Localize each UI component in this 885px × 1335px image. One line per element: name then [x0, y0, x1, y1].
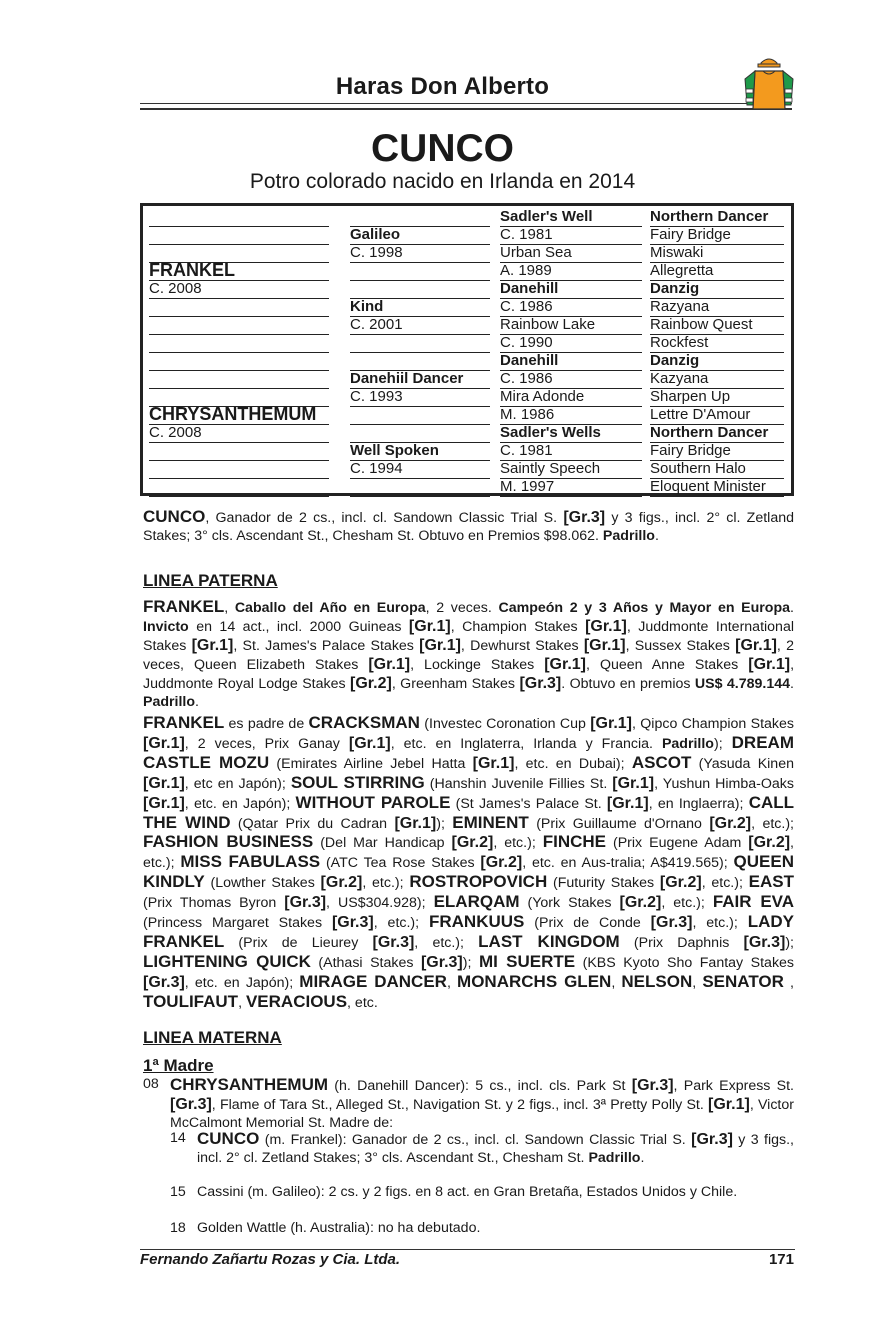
pedigree-blank-cell — [350, 478, 490, 497]
pedigree-great-grandparent-detail: M. 1997 — [500, 478, 642, 497]
grade-badge: [Gr.1] — [583, 636, 626, 654]
body-text: , etc en Japón); — [184, 775, 291, 792]
horse-name-highlight: ELARQAM — [433, 892, 520, 912]
horse-name-highlight: MI SUERTE — [478, 951, 576, 971]
grade-badge: [Gr.1] — [191, 636, 234, 654]
jockey-silks-icon — [741, 53, 797, 111]
pedigree-ancestor: Rockfest — [650, 334, 784, 353]
horse-name-highlight: CRACKSMAN — [308, 713, 420, 732]
body-text: (Del Mar Handicap — [313, 835, 452, 852]
body-text: (m. Frankel): Ganador de 2 cs., incl. cl. Sandown Classic Trial S. — [259, 1132, 692, 1148]
body-text: (Qatar Prix du Cadran — [230, 815, 395, 832]
body-text: , Greenham Stakes — [391, 675, 520, 692]
body-text: es padre de — [224, 716, 309, 732]
body-text: , — [238, 994, 246, 1011]
horse-name-highlight: FRANKEL — [143, 597, 225, 616]
pedigree-blank-cell — [350, 334, 490, 353]
grade-badge: [Gr.2] — [659, 874, 702, 892]
grade-badge: [Gr.3] — [743, 933, 786, 951]
pedigree-great-grandparent-detail: A. 1989 — [500, 262, 642, 281]
grade-badge: [Gr.3] — [372, 933, 415, 951]
grade-badge: [Gr.1] — [748, 655, 791, 673]
horse-name-highlight: WITHOUT PAROLE — [295, 792, 451, 812]
grade-badge: [Gr.1] — [348, 734, 391, 752]
horse-name-highlight: LIGHTENING QUICK — [143, 951, 311, 971]
pedigree-blank-cell — [350, 280, 490, 299]
body-text: (Prix de Conde — [524, 915, 651, 932]
body-text: , etc. en Japón); — [184, 974, 300, 991]
horse-name-highlight: FRANKUUS — [428, 912, 525, 932]
pedigree-blank-cell — [149, 226, 329, 245]
grade-badge: [Gr.1] — [544, 655, 587, 673]
body-text: . — [640, 1149, 645, 1166]
body-text: , etc. en Dubai); — [514, 755, 632, 772]
body-text: , Yushun Himba-Oaks — [654, 775, 794, 792]
grade-badge: [Gr.3] — [519, 674, 562, 692]
body-text: , Flame of Tara St., Alleged St., Navigation St. y 2 figs., incl. 3ª Pretty Polly St. — [211, 1096, 709, 1113]
pedigree-grandparent-detail: C. 1994 — [350, 460, 490, 479]
pedigree-blank-cell — [350, 424, 490, 443]
pedigree-great-grandparent-detail: C. 1986 — [500, 370, 642, 389]
body-text: ); — [436, 815, 453, 832]
pedigree-table — [140, 203, 794, 496]
horse-name-highlight: DREAM CASTLE MOZU — [143, 732, 794, 772]
footer-rule — [140, 1249, 795, 1250]
section-linea-materna: LINEA MATERNA — [143, 1028, 282, 1047]
grade-badge: [Gr.3] — [563, 509, 606, 526]
pedigree-ancestor: Fairy Bridge — [650, 226, 784, 245]
horse-name-highlight: MONARCHS GLEN — [457, 971, 612, 991]
pedigree-ancestor: Northern Dancer — [650, 424, 784, 443]
grade-badge: [Gr.1] — [419, 636, 461, 654]
body-text: , — [692, 974, 703, 991]
horse-name-highlight: CALL THE WIND — [143, 792, 795, 832]
pedigree-blank-cell — [149, 316, 329, 335]
grade-badge: [Gr.2] — [350, 674, 392, 692]
grade-badge: [Gr.1] — [708, 1095, 750, 1113]
body-text: , en Inglaerra); — [648, 795, 749, 812]
pedigree-grandparent-detail: C. 1993 — [350, 388, 490, 407]
body-text: (Emirates Airline Jebel Hatta — [269, 755, 473, 772]
body-text: , Juddmonte Royal Lodge Stakes — [143, 656, 795, 692]
grade-badge: [Gr.1] — [143, 794, 185, 812]
body-text: (Investec Coronation Cup — [419, 716, 591, 732]
pedigree-ancestor: Danzig — [650, 280, 784, 299]
body-text: . — [790, 675, 794, 692]
grade-badge: [Gr.2] — [480, 854, 523, 872]
body-text: , Sussex Stakes — [625, 637, 736, 654]
body-text: , etc. en Japón); — [184, 795, 296, 812]
produce-year: 18 — [170, 1220, 186, 1236]
body-text: , Dewhurst Stakes — [460, 637, 584, 654]
pedigree-ancestor: Sharpen Up — [650, 388, 784, 407]
horse-subtitle: Potro colorado nacido en Irlanda en 2014 — [249, 170, 636, 193]
pedigree-great-grandparent: Danehill — [500, 352, 642, 371]
body-text: , etc.); — [751, 815, 794, 832]
pedigree-blank-cell — [149, 352, 329, 371]
body-text: , St. James's Palace Stakes — [233, 637, 420, 654]
horse-name-highlight: VERACIOUS — [245, 991, 348, 1011]
section-linea-paterna: LINEA PATERNA — [143, 571, 278, 590]
horse-name-highlight: MISS FABULASS — [180, 852, 321, 872]
pedigree-ancestor: Northern Dancer — [650, 208, 784, 227]
body-text: , — [783, 974, 794, 991]
grade-badge: [Gr.1] — [394, 814, 437, 832]
body-text: , etc.); — [493, 835, 543, 852]
grade-badge: [Gr.3] — [143, 973, 185, 991]
body-text: (ATC Tea Rose Stakes — [320, 855, 481, 872]
summary-text: , Ganador de 2 cs., incl. cl. Sandown Classic Trial S. — [205, 510, 564, 526]
body-text: (Athasi Stakes — [310, 954, 421, 971]
horse-name-highlight: MIRAGE DANCER — [299, 971, 447, 991]
header-rule — [140, 103, 792, 104]
grade-badge: [Gr.1] — [143, 774, 185, 792]
grade-badge: [Gr.3] — [170, 1095, 212, 1113]
grade-badge: [Gr.1] — [590, 715, 633, 732]
pedigree-great-grandparent-detail: C. 1981 — [500, 442, 642, 461]
pedigree-great-grandparent-detail: C. 1990 — [500, 334, 642, 353]
pedigree-great-grandparent: Sadler's Wells — [500, 424, 642, 443]
body-text: (Prix Thomas Byron — [143, 895, 285, 912]
pedigree-blank-cell — [149, 478, 329, 497]
body-text: , etc. en Inglaterra, Irlanda y Francia. — [390, 735, 662, 752]
body-text: (Princess Margaret Stakes — [143, 915, 332, 932]
body-text: . Obtuvo en premios — [561, 675, 695, 692]
summary-padrillo: Padrillo — [602, 527, 655, 544]
body-text: (Lowther Stakes — [204, 875, 321, 892]
pedigree-ancestor: Lettre D'Amour — [650, 406, 784, 425]
bold-text: Padrillo — [588, 1149, 641, 1166]
horse-name-highlight: FRANKEL — [143, 713, 225, 732]
pedigree-ancestor: Kazyana — [650, 370, 784, 389]
body-text: , etc.); — [661, 895, 713, 912]
body-text: , 2 veces, Prix Ganay — [184, 735, 349, 752]
body-text: , 2 veces. — [425, 600, 499, 616]
grade-badge: [Gr.2] — [709, 814, 752, 832]
body-text: (Yasuda Kinen — [691, 755, 794, 772]
pedigree-great-grandparent: Urban Sea — [500, 244, 642, 263]
horse-name-highlight: SOUL STIRRING — [290, 772, 425, 792]
pedigree-ancestor: Eloquent Minister — [650, 478, 784, 497]
bold-text: Padrillo — [661, 735, 714, 752]
grade-badge: [Gr.1] — [368, 655, 411, 673]
pedigree-ancestor: Danzig — [650, 352, 784, 371]
grade-badge: [Gr.2] — [451, 834, 494, 852]
grade-badge: [Gr.3] — [691, 1131, 733, 1148]
body-text: , etc.); — [143, 835, 794, 872]
section-primera-madre: 1ª Madre — [143, 1056, 214, 1075]
summary-text: y 3 figs., incl. 2° cl. Zetland Stakes; 3° cls. Ascendant St., Chesham St. Obtuvo en Premios $98.062. — [143, 510, 795, 544]
body-text: , Queen Anne Stakes — [586, 656, 749, 673]
pedigree-ancestor: Miswaki — [650, 244, 784, 263]
pedigree-blank-cell — [149, 442, 329, 461]
grade-badge: [Gr.3] — [284, 894, 327, 912]
body-text: (York Stakes — [519, 895, 620, 912]
pedigree-great-grandparent: Sadler's Well — [500, 208, 642, 227]
pedigree-blank-cell — [149, 298, 329, 317]
pedigree-grandparent-detail: C. 1998 — [350, 244, 490, 263]
grade-badge: [Gr.3] — [650, 914, 693, 932]
grade-badge: [Gr.3] — [331, 914, 374, 932]
bold-text: Padrillo — [143, 693, 196, 710]
horse-name-highlight: FINCHE — [542, 832, 607, 852]
pedigree-great-grandparent: Mira Adonde — [500, 388, 642, 407]
body-text: , etc.); — [701, 875, 749, 892]
pedigree-grandparent: Kind — [350, 298, 490, 317]
body-text: (Prix Daphnis — [619, 934, 744, 951]
body-text: , etc. en Aus-tralia; A$419.565); — [522, 855, 734, 872]
bold-text: Caballo del Año en Europa — [234, 600, 426, 616]
body-text: , — [611, 974, 622, 991]
grade-badge: [Gr.1] — [585, 617, 627, 635]
produce-item — [197, 1130, 794, 1168]
pedigree-dam-detail: C. 2008 — [149, 424, 329, 443]
grade-badge: [Gr.1] — [408, 617, 451, 635]
pedigree-sire: FRANKEL — [149, 262, 329, 281]
horse-name-highlight: EAST — [748, 872, 795, 892]
horse-name-highlight: LAST KINGDOM — [478, 931, 620, 951]
bold-text: Campeón 2 y 3 Años y Mayor en Europa — [498, 600, 791, 616]
horse-name-highlight: TOULIFAUT — [143, 991, 239, 1011]
body-text: Golden Wattle (h. Australia): no ha debutado. — [197, 1220, 481, 1236]
header-title: Haras Don Alberto — [335, 73, 550, 100]
pedigree-blank-cell — [149, 460, 329, 479]
body-text: . — [195, 693, 199, 710]
grade-badge: [Gr.3] — [631, 1077, 674, 1094]
body-text: (KBS Kyoto Sho Fantay Stakes — [575, 954, 795, 971]
body-text: , Juddmonte International Stakes — [143, 618, 794, 654]
body-text: (Prix Guillaume d'Ornano — [528, 815, 710, 832]
body-text: (Prix Eugene Adam — [606, 835, 749, 852]
horse-name-highlight: CUNCO — [197, 1129, 260, 1148]
pedigree-great-grandparent: Danehill — [500, 280, 642, 299]
pedigree-blank-cell — [149, 388, 329, 407]
body-text: , etc.); — [414, 934, 479, 951]
pedigree-sire-detail: C. 2008 — [149, 280, 329, 299]
body-text: Cassini (m. Galileo): 2 cs. y 2 figs. en 8 act. en Gran Bretaña, Estados Unidos y Chile. — [197, 1184, 738, 1200]
pedigree-blank-cell — [149, 244, 329, 263]
pedigree-ancestor: Razyana — [650, 298, 784, 317]
horse-name-highlight: CHRYSANTHEMUM — [170, 1075, 329, 1094]
body-text: ); — [785, 934, 794, 951]
body-text: , etc. — [347, 994, 378, 1011]
grade-badge: [Gr.1] — [472, 754, 515, 772]
pedigree-grandparent: Danehiil Dancer — [350, 370, 490, 389]
horse-name-highlight: ROSTROPOVICH — [409, 872, 548, 892]
horse-name-highlight: QUEEN KINDLY — [143, 852, 794, 892]
horse-name: CUNCO — [371, 127, 514, 170]
body-text: , etc.); — [362, 875, 410, 892]
horse-name-highlight: ASCOT — [631, 752, 692, 772]
body-text: , Victor McCalmont Memorial St. Madre de: — [170, 1096, 794, 1131]
bold-text: Invicto — [143, 618, 189, 635]
produce-item — [197, 1220, 794, 1238]
pedigree-blank-cell — [149, 208, 329, 227]
body-text: (h. Danehill Dancer): 5 cs., incl. cls. Park St — [328, 1078, 632, 1094]
pedigree-dam: CHRYSANTHEMUM — [149, 406, 329, 425]
horse-name-highlight: SENATOR — [702, 971, 784, 991]
grade-badge: [Gr.3] — [420, 953, 463, 971]
summary-paragraph — [143, 508, 794, 546]
pedigree-blank-cell — [350, 352, 490, 371]
header-rule — [140, 108, 792, 110]
body-text: , — [224, 600, 235, 616]
body-text: ); — [713, 735, 732, 752]
pedigree-blank-cell — [350, 406, 490, 425]
page-number: 171 — [768, 1251, 794, 1268]
pedigree-grandparent: Galileo — [350, 226, 490, 245]
paterna-paragraph-1 — [143, 598, 794, 711]
paterna-paragraph-2 — [143, 714, 794, 1013]
grade-badge: [Gr.2] — [619, 894, 662, 912]
grade-badge: [Gr.2] — [320, 874, 363, 892]
body-text: , Park Express St. — [673, 1078, 794, 1094]
horse-name-highlight: EMINENT — [452, 812, 529, 832]
pedigree-great-grandparent-detail: C. 1986 — [500, 298, 642, 317]
body-text: ); — [462, 954, 479, 971]
pedigree-ancestor: Southern Halo — [650, 460, 784, 479]
body-text: (Futurity Stakes — [547, 875, 660, 892]
pedigree-blank-cell — [149, 334, 329, 353]
body-text: y 3 figs., incl. 2° cl. Zetland Stakes; 3° cls. Ascendant St., Chesham St. — [197, 1132, 794, 1166]
pedigree-great-grandparent: Saintly Speech — [500, 460, 642, 479]
madre-year: 08 — [143, 1076, 159, 1092]
body-text: , Champion Stakes — [450, 618, 586, 635]
bold-text: US$ 4.789.144 — [694, 675, 791, 692]
produce-year: 14 — [170, 1130, 186, 1146]
body-text: (St James's Palace St. — [450, 795, 607, 812]
pedigree-great-grandparent: Rainbow Lake — [500, 316, 642, 335]
body-text: , — [446, 974, 458, 991]
produce-year: 15 — [170, 1184, 186, 1200]
pedigree-blank-cell — [149, 370, 329, 389]
horse-name-highlight: FAIR EVA — [712, 892, 795, 912]
body-text: (Prix de Lieurey — [224, 934, 373, 951]
summary-text: . — [654, 527, 659, 544]
summary-horse-name: CUNCO — [143, 507, 206, 526]
grade-badge: [Gr.1] — [612, 774, 655, 792]
body-text: (Hanshin Juvenile Fillies St. — [424, 775, 613, 792]
grade-badge: [Gr.2] — [748, 834, 791, 852]
madre-paragraph — [170, 1076, 794, 1133]
body-text: , 2 veces, Queen Elizabeth Stakes — [143, 637, 794, 673]
pedigree-great-grandparent-detail: C. 1981 — [500, 226, 642, 245]
pedigree-ancestor: Fairy Bridge — [650, 442, 784, 461]
pedigree-grandparent-detail: C. 2001 — [350, 316, 490, 335]
body-text: . — [790, 600, 794, 616]
grade-badge: [Gr.1] — [143, 734, 185, 752]
body-text: , Lockinge Stakes — [410, 656, 545, 673]
horse-name-highlight: LADY FRANKEL — [143, 912, 794, 951]
pedigree-blank-cell — [350, 262, 490, 281]
pedigree-blank-cell — [350, 208, 490, 227]
pedigree-grandparent: Well Spoken — [350, 442, 490, 461]
horse-name-highlight: NELSON — [621, 971, 693, 991]
horse-name-highlight: FASHION BUSINESS — [143, 832, 314, 852]
pedigree-great-grandparent-detail: M. 1986 — [500, 406, 642, 425]
produce-item — [197, 1184, 794, 1202]
pedigree-ancestor: Allegretta — [650, 262, 784, 281]
footer-publisher: Fernando Zañartu Rozas y Cia. Ltda. — [140, 1251, 401, 1268]
pedigree-ancestor: Rainbow Quest — [650, 316, 784, 335]
body-text: , US$304.928); — [326, 895, 434, 912]
grade-badge: [Gr.1] — [735, 636, 777, 654]
body-text: , etc.); — [692, 915, 748, 932]
body-text: , etc.); — [373, 915, 429, 932]
body-text: , Qipco Champion Stakes — [632, 716, 794, 732]
grade-badge: [Gr.1] — [606, 794, 649, 812]
body-text: en 14 act., incl. 2000 Guineas — [188, 618, 409, 635]
